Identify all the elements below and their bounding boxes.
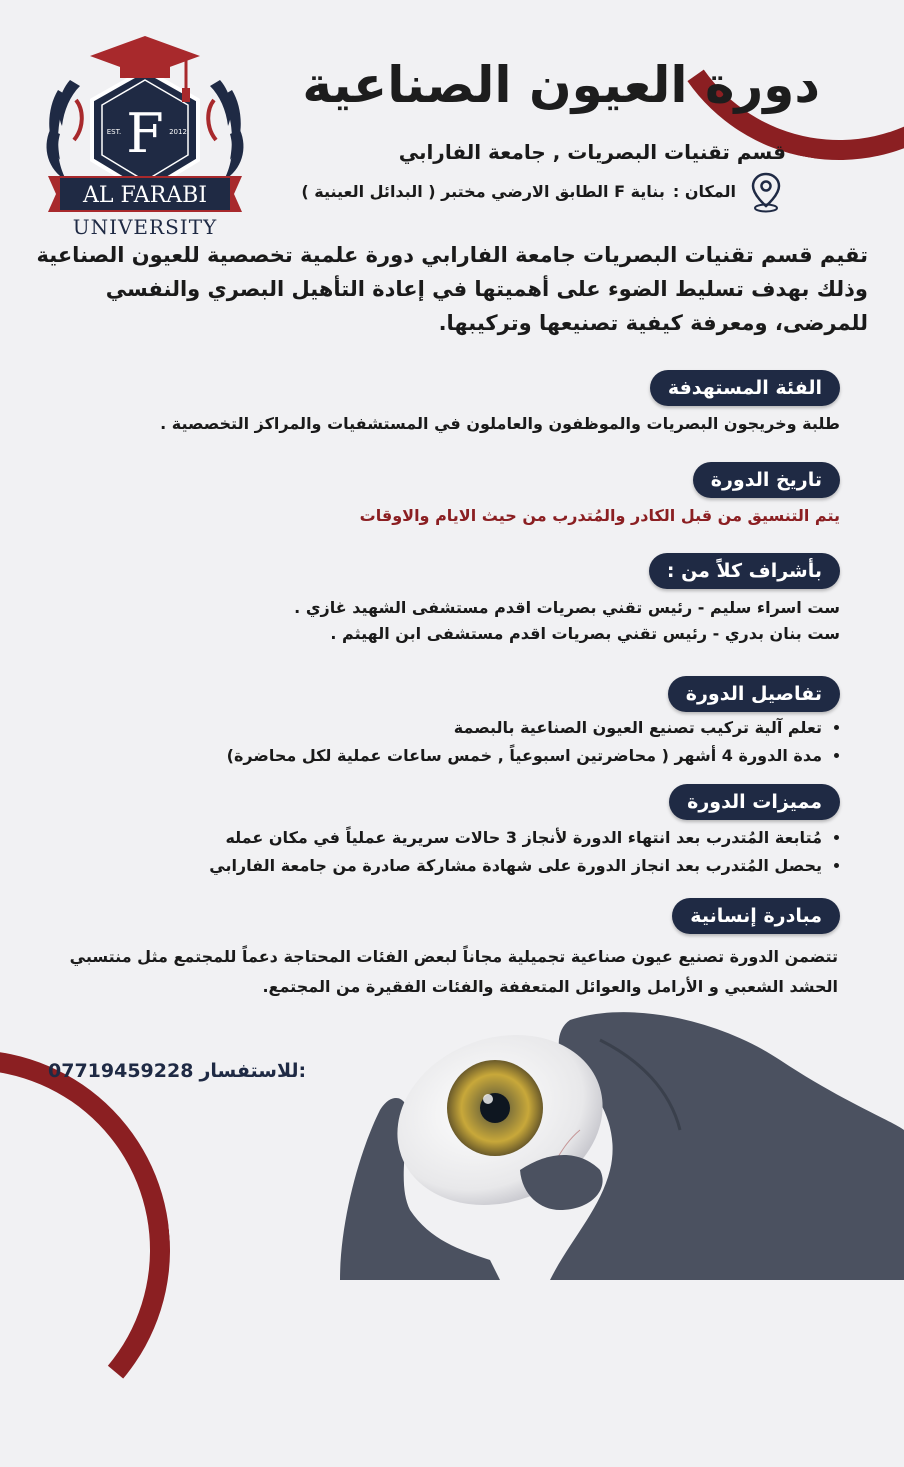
course-date-text: يتم التنسيق من قبل الكادر والمُتدرب من حيث الايام والاوقات xyxy=(359,506,840,525)
location-value: بناية F الطابق الارضي مختبر ( البدائل العينية ) xyxy=(301,182,665,201)
course-features-heading: مميزات الدورة xyxy=(669,784,840,820)
logo-banner-text: AL FARABI xyxy=(82,183,208,208)
humanitarian-heading: مبادرة إنسانية xyxy=(672,898,840,934)
logo-subtitle: UNIVERSITY xyxy=(72,215,218,239)
list-item: • مُتابعة المُتدرب بعد انتهاء الدورة لأنجاز 3 حالات سريرية عملياً في مكان عمله xyxy=(209,824,822,852)
target-audience-text: طلبة وخريجون البصريات والموظفون والعاملون في المستشفيات والمراكز التخصصية . xyxy=(160,414,840,433)
contact-phone[interactable]: 07719459228 xyxy=(48,1060,194,1082)
list-item: • تعلم آلية تركيب تصنيع العيون الصناعية بالبصمة xyxy=(227,714,822,742)
supervision-heading: بأشراف كلاً من : xyxy=(649,553,840,589)
location-row xyxy=(301,182,736,201)
bottom-left-decorative-arc xyxy=(0,1033,187,1466)
laurel-right-ornament xyxy=(210,80,243,180)
list-item: • يحصل المُتدرب بعد انجاز الدورة على شهادة مشاركة صادرة من جامعة الفارابي xyxy=(209,852,822,880)
contact-row xyxy=(48,1060,306,1082)
logo-letter: F xyxy=(126,102,164,165)
course-date-heading: تاريخ الدورة xyxy=(693,462,840,498)
location-pin-icon xyxy=(748,170,784,214)
target-audience-heading: الفئة المستهدفة xyxy=(650,370,840,406)
al-farabi-university-logo xyxy=(40,30,250,240)
department-subtitle: قسم تقنيات البصريات , جامعة الفارابي xyxy=(398,140,786,164)
prosthetic-eye-illustration xyxy=(300,1000,904,1280)
humanitarian-text: تتضمن الدورة تصنيع عيون صناعية تجميلية مجاناً لبعض الفئات المحتاجة دعماً للمجتمع مثل منتسبي الحشد الشعبي و الأرامل والعوائل المتعففة والفئات الفقيرة من المجتمع. xyxy=(69,947,838,996)
right-glove xyxy=(550,1012,904,1280)
page-title: دورة العيون الصناعية xyxy=(302,56,820,114)
contact-label: للاستفسار: xyxy=(199,1060,307,1082)
course-details-heading: تفاصيل الدورة xyxy=(668,676,840,712)
laurel-left-ornament xyxy=(47,80,80,180)
course-details-list xyxy=(227,714,844,770)
supervisor-line-2: ست بنان بدري - رئيس تقني بصريات اقدم مستشفى ابن الهيثم . xyxy=(330,624,840,643)
supervisor-line-1: ست اسراء سليم - رئيس تقني بصريات اقدم مستشفى الشهيد غازي . xyxy=(294,598,840,617)
intro-paragraph: تقيم قسم تقنيات البصريات جامعة الفارابي دورة علمية تخصصية للعيون الصناعية وذلك بهدف تسليط الضوء على أهميتها في إعادة التأهيل البصري والنفسي للمرضى، ومعرفة كيفية تصنيعها وتركيبها. xyxy=(36,243,868,335)
location-label: المكان : xyxy=(672,182,736,201)
list-item: • مدة الدورة 4 أشهر ( محاضرتين اسبوعياً , خمس ساعات عملية لكل محاضرة) xyxy=(227,742,822,770)
logo-est: EST. xyxy=(106,128,122,136)
course-features-list xyxy=(209,824,844,880)
logo-year: 2012 xyxy=(169,128,187,136)
